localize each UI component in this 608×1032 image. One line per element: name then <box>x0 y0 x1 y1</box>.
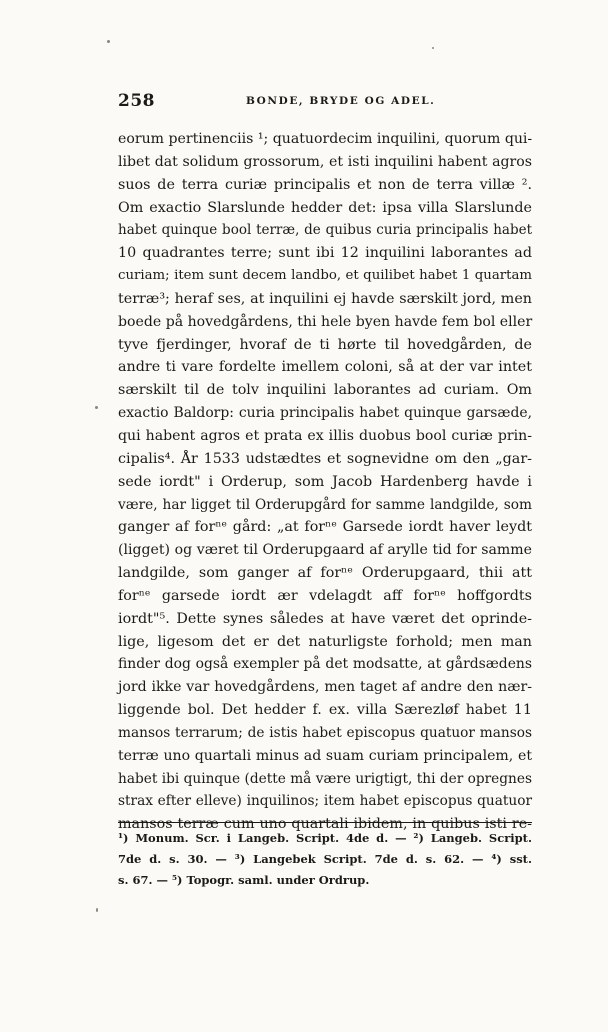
text-line: suos de terra curiæ principalis et non de terra villæ ². <box>118 176 532 193</box>
text-line: terræ³; heraf ses, at inquilini ej havde særskilt jord, men <box>118 290 532 307</box>
page-header <box>118 91 532 113</box>
text-line: boede på hovedgårdens, thi hele byen havde fem bol eller <box>118 313 533 330</box>
text-line: cipalis⁴. År 1533 udstædtes et sognevidne om den „gar- <box>118 450 532 467</box>
text-line: særskilt til de tolv inquilini laborantes ad curiam. Om <box>118 382 532 399</box>
paper-speck <box>95 406 98 409</box>
text-line: habet ibi quinque (dette må være urigtigt, thi der opregnes <box>118 770 532 787</box>
text-line: mansos terrarum; de istis habet episcopus quatuor mansos <box>118 724 532 741</box>
text-line: strax efter elleve) inquilinos; item habet episcopus quatuor <box>118 793 532 810</box>
text-line: iordt"⁵. Dette synes således at have været det oprinde- <box>118 610 532 627</box>
text-line: være, har ligget til Orderupgård for samme landgilde, som <box>118 496 532 513</box>
text-line: habet quinque bool terræ, de quibus curia principalis habet <box>118 222 532 239</box>
text-line: ganger af forⁿᵉ gård: „at forⁿᵉ Garsede iordt haver leydt <box>118 519 532 536</box>
text-line: 10 quadrantes terre; sunt ibi 12 inquilini laborantes ad <box>118 245 532 262</box>
text-line: tyve fjerdinger, hvoraf de ti hørte til hovedgården, de <box>118 336 532 353</box>
text-line: liggende bol. Det hedder f. ex. villa Særezløf habet 11 <box>118 702 532 719</box>
text-line: curiam; item sunt decem landbo, et quilibet habet 1 quartam <box>118 268 532 284</box>
page-number: 258 <box>118 91 155 111</box>
text-line: forⁿᵉ garsede iordt ær vdelagdt aff forⁿᵉ hoffgordts <box>118 587 532 604</box>
text-line: terræ uno quartali minus ad suam curiam principalem, et <box>118 747 532 764</box>
text-line: (ligget) og været til Orderupgaard af arylle tid for samme <box>118 542 532 559</box>
text-line: qui habent agros et prata ex illis duobus bool curiæ prin- <box>118 427 532 444</box>
footnote-line: s. 67. — ⁵) Topogr. saml. under Ordrup. <box>118 873 370 887</box>
footnotes <box>118 828 532 891</box>
paper-speck <box>432 47 434 49</box>
body-text <box>118 128 532 836</box>
paper-speck <box>107 40 110 43</box>
footnote-line: 7de d. s. 30. — ³) Langebek Script. 7de d. s. 62. — ⁴) sst. <box>118 852 532 866</box>
text-line: jord ikke var hovedgårdens, men taget af andre den nær- <box>118 679 532 696</box>
text-line: libet dat solidum grossorum, et isti inquilini habent agros <box>118 153 532 170</box>
footnote-rule <box>118 822 532 823</box>
text-line: Om exactio Slarslunde hedder det: ipsa villa Slarslunde <box>118 199 532 216</box>
text-line: andre ti vare fordelte imellem coloni, så at der var intet <box>118 359 532 376</box>
text-line: mansos terræ cum uno quartali ibidem, in quibus isti re- <box>118 816 532 833</box>
text-line: landgilde, som ganger af forⁿᵉ Orderupgaard, thii att <box>118 565 532 582</box>
footnote-line: ¹) Monum. Scr. i Langeb. Script. 4de d. — ²) Langeb. Script. <box>118 831 532 845</box>
text-line: exactio Baldorp: curia principalis habet quinque garsæde, <box>118 405 532 422</box>
running-head: BONDE, BRYDE OG ADEL. <box>246 95 436 107</box>
text-line: finder dog også exempler på det modsatte, at gårdsædens <box>118 656 532 673</box>
text-line: sede iordt" i Orderup, som Jacob Hardenberg havde i <box>118 473 532 490</box>
text-line: eorum pertinenciis ¹; quatuordecim inquilini, quorum qui- <box>118 131 533 147</box>
paper-speck <box>96 908 98 912</box>
text-line: lige, ligesom det er det naturligste forhold; men man <box>118 633 532 650</box>
